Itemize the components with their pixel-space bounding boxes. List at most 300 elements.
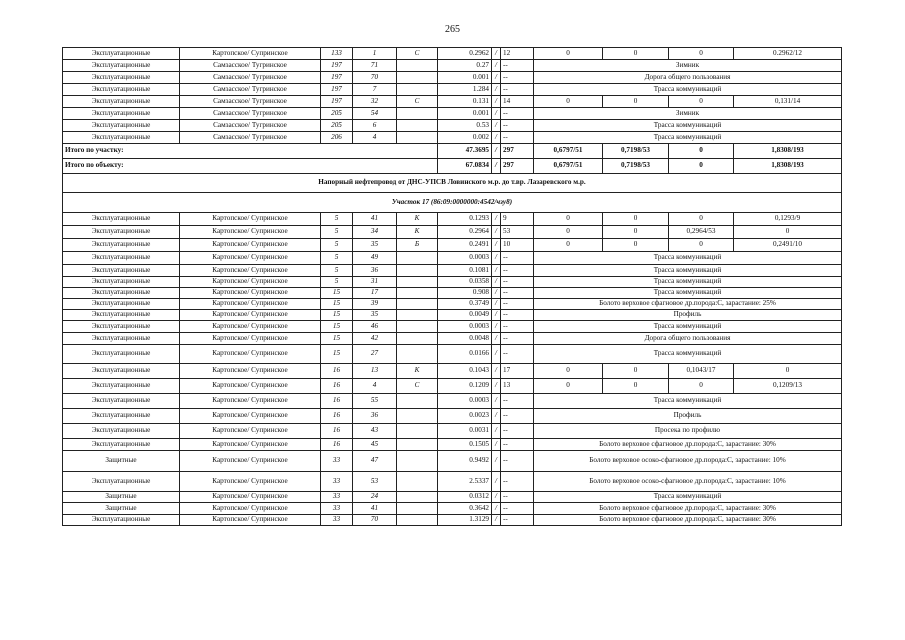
compartment-cell: 42 bbox=[353, 333, 397, 345]
area-cell: 0.2491 bbox=[438, 239, 492, 252]
volume-cell: 9 bbox=[501, 213, 534, 226]
value-cell-3: 0,2964/53 bbox=[669, 226, 734, 239]
value-cell-1: 0 bbox=[534, 364, 603, 379]
slash-cell: / bbox=[492, 333, 501, 345]
forestry-cell: Картопское/ Супринское bbox=[180, 503, 321, 515]
slash-cell: / bbox=[492, 451, 501, 472]
compartment-cell: 4 bbox=[353, 132, 397, 144]
slash-cell: / bbox=[492, 132, 501, 144]
area-cell: 0.0031 bbox=[438, 424, 492, 439]
compartment-cell: 41 bbox=[353, 503, 397, 515]
quarter-cell: 33 bbox=[321, 492, 353, 503]
table-row bbox=[63, 379, 842, 394]
quarter-cell: 33 bbox=[321, 451, 353, 472]
forestry-cell: Картопское/ Супринское bbox=[180, 439, 321, 451]
volume-cell: 14 bbox=[501, 96, 534, 108]
category-cell: Эксплуатационные bbox=[63, 515, 180, 526]
area-cell: 0.131 bbox=[438, 96, 492, 108]
table-row bbox=[63, 265, 842, 277]
forestry-cell: Картопское/ Супринское bbox=[180, 265, 321, 277]
value-cell-4: 0,2491/10 bbox=[734, 239, 842, 252]
category-cell: Эксплуатационные bbox=[63, 364, 180, 379]
compartment-cell: 27 bbox=[353, 345, 397, 364]
table-row bbox=[63, 213, 842, 226]
species-cell: Б bbox=[397, 239, 438, 252]
compartment-cell: 49 bbox=[353, 252, 397, 265]
category-cell: Эксплуатационные bbox=[63, 84, 180, 96]
forestry-cell: Самзасское/ Тугринское bbox=[180, 120, 321, 132]
table-row bbox=[63, 96, 842, 108]
table-row bbox=[63, 472, 842, 492]
land-note-cell: Трасса коммуникаций bbox=[534, 120, 842, 132]
quarter-cell: 5 bbox=[321, 213, 353, 226]
category-cell: Эксплуатационные bbox=[63, 226, 180, 239]
quarter-cell: 197 bbox=[321, 72, 353, 84]
area-cell: 0.0358 bbox=[438, 277, 492, 288]
area-cell: 0.27 bbox=[438, 60, 492, 72]
volume-cell: -- bbox=[501, 333, 534, 345]
area-cell: 1.3129 bbox=[438, 515, 492, 526]
compartment-cell: 45 bbox=[353, 439, 397, 451]
forestry-cell: Картопское/ Супринское bbox=[180, 333, 321, 345]
category-cell: Эксплуатационные bbox=[63, 252, 180, 265]
quarter-cell: 205 bbox=[321, 120, 353, 132]
forestry-cell: Самзасское/ Тугринское bbox=[180, 60, 321, 72]
compartment-cell: 43 bbox=[353, 424, 397, 439]
category-cell: Эксплуатационные bbox=[63, 394, 180, 409]
compartment-cell: 17 bbox=[353, 288, 397, 299]
table-row bbox=[63, 48, 842, 60]
species-cell bbox=[397, 394, 438, 409]
forestry-cell: Картопское/ Супринское bbox=[180, 321, 321, 333]
area-cell: 0.0003 bbox=[438, 321, 492, 333]
category-cell: Эксплуатационные bbox=[63, 96, 180, 108]
species-cell: С bbox=[397, 96, 438, 108]
area-cell: 0.2964 bbox=[438, 226, 492, 239]
slash-cell: / bbox=[492, 213, 501, 226]
table-row bbox=[63, 394, 842, 409]
area-cell: 0.2962 bbox=[438, 48, 492, 60]
quarter-cell: 197 bbox=[321, 84, 353, 96]
value-cell-2: 0 bbox=[603, 96, 669, 108]
table-row bbox=[63, 451, 842, 472]
compartment-cell: 47 bbox=[353, 451, 397, 472]
object-title: Напорный нефтепровод от ДНС-УПСВ Ловинского м.р. до т.вр. Лазаревского м.р. bbox=[63, 174, 842, 193]
volume-cell: 10 bbox=[501, 239, 534, 252]
species-cell bbox=[397, 345, 438, 364]
value-cell-1: 0 bbox=[534, 239, 603, 252]
category-cell: Эксплуатационные bbox=[63, 299, 180, 310]
land-note-cell: Трасса коммуникаций bbox=[534, 252, 842, 265]
forestry-cell: Картопское/ Супринское bbox=[180, 472, 321, 492]
forestry-cell: Картопское/ Супринское bbox=[180, 288, 321, 299]
species-cell bbox=[397, 132, 438, 144]
table-row bbox=[63, 108, 842, 120]
area-cell: 0.1505 bbox=[438, 439, 492, 451]
total-value-1: 0,6797/51 bbox=[534, 144, 603, 159]
value-cell-3: 0,1043/17 bbox=[669, 364, 734, 379]
compartment-cell: 4 bbox=[353, 379, 397, 394]
table-row bbox=[63, 132, 842, 144]
quarter-cell: 206 bbox=[321, 132, 353, 144]
volume-cell: -- bbox=[501, 84, 534, 96]
volume-cell: -- bbox=[501, 60, 534, 72]
value-cell-4: 0,1293/9 bbox=[734, 213, 842, 226]
value-cell-3: 0 bbox=[669, 48, 734, 60]
area-cell: 0.001 bbox=[438, 72, 492, 84]
land-note-cell: Трасса коммуникаций bbox=[534, 345, 842, 364]
slash-cell: / bbox=[492, 72, 501, 84]
category-cell: Эксплуатационные bbox=[63, 321, 180, 333]
slash-cell: / bbox=[492, 299, 501, 310]
slash-cell: / bbox=[492, 265, 501, 277]
quarter-cell: 33 bbox=[321, 472, 353, 492]
slash-cell: / bbox=[492, 503, 501, 515]
compartment-cell: 54 bbox=[353, 108, 397, 120]
slash-cell: / bbox=[492, 84, 501, 96]
species-cell: К bbox=[397, 226, 438, 239]
quarter-cell: 5 bbox=[321, 277, 353, 288]
land-note-cell: Трасса коммуникаций bbox=[534, 265, 842, 277]
category-cell: Эксплуатационные bbox=[63, 213, 180, 226]
forestry-cell: Картопское/ Супринское bbox=[180, 213, 321, 226]
quarter-cell: 5 bbox=[321, 252, 353, 265]
value-cell-4: 0 bbox=[734, 226, 842, 239]
species-cell bbox=[397, 409, 438, 424]
species-cell bbox=[397, 321, 438, 333]
value-cell-2: 0 bbox=[603, 48, 669, 60]
compartment-cell: 41 bbox=[353, 213, 397, 226]
value-cell-2: 0 bbox=[603, 379, 669, 394]
value-cell-2: 0 bbox=[603, 364, 669, 379]
value-cell-3: 0 bbox=[669, 379, 734, 394]
table-row bbox=[63, 424, 842, 439]
forestry-cell: Картопское/ Супринское bbox=[180, 492, 321, 503]
volume-cell: 53 bbox=[501, 226, 534, 239]
area-cell: 1.284 bbox=[438, 84, 492, 96]
table-row bbox=[63, 299, 842, 310]
slash-cell: / bbox=[492, 345, 501, 364]
land-note-cell: Профиль bbox=[534, 310, 842, 321]
species-cell bbox=[397, 277, 438, 288]
area-cell: 0.9492 bbox=[438, 451, 492, 472]
table-row bbox=[63, 321, 842, 333]
slash-cell: / bbox=[492, 394, 501, 409]
total-area: 47.3695 bbox=[438, 144, 492, 159]
species-cell bbox=[397, 515, 438, 526]
land-note-cell: Болото верховое осоко-сфагновое др.порода:С, зарастание: 10% bbox=[534, 472, 842, 492]
species-cell: С bbox=[397, 48, 438, 60]
slash-cell: / bbox=[492, 379, 501, 394]
forestry-cell: Картопское/ Супринское bbox=[180, 394, 321, 409]
land-note-cell: Трасса коммуникаций bbox=[534, 277, 842, 288]
land-note-cell: Зимник bbox=[534, 108, 842, 120]
volume-cell: 12 bbox=[501, 48, 534, 60]
quarter-cell: 5 bbox=[321, 226, 353, 239]
compartment-cell: 34 bbox=[353, 226, 397, 239]
species-cell: С bbox=[397, 379, 438, 394]
category-cell: Эксплуатационные bbox=[63, 265, 180, 277]
table-row bbox=[63, 515, 842, 526]
species-cell bbox=[397, 288, 438, 299]
category-cell: Эксплуатационные bbox=[63, 239, 180, 252]
volume-cell: -- bbox=[501, 108, 534, 120]
compartment-cell: 35 bbox=[353, 310, 397, 321]
volume-cell: -- bbox=[501, 424, 534, 439]
area-cell: 0.3749 bbox=[438, 299, 492, 310]
slash-cell: / bbox=[492, 409, 501, 424]
table-row bbox=[63, 409, 842, 424]
species-cell bbox=[397, 120, 438, 132]
slash-cell: / bbox=[492, 439, 501, 451]
land-note-cell: Дорога общего пользования bbox=[534, 333, 842, 345]
land-note-cell: Трасса коммуникаций bbox=[534, 394, 842, 409]
category-cell: Эксплуатационные bbox=[63, 379, 180, 394]
area-cell: 0.1043 bbox=[438, 364, 492, 379]
table-row bbox=[63, 239, 842, 252]
value-cell-1: 0 bbox=[534, 213, 603, 226]
table-row bbox=[63, 288, 842, 299]
area-cell: 0.0003 bbox=[438, 394, 492, 409]
volume-cell: -- bbox=[501, 265, 534, 277]
species-cell bbox=[397, 492, 438, 503]
forestry-cell: Картопское/ Супринское bbox=[180, 299, 321, 310]
object-title-row bbox=[63, 174, 842, 193]
forestry-cell: Картопское/ Супринское bbox=[180, 48, 321, 60]
total-label: Итого по участку: bbox=[63, 144, 438, 159]
category-cell: Эксплуатационные bbox=[63, 472, 180, 492]
species-cell bbox=[397, 424, 438, 439]
slash-cell: / bbox=[492, 424, 501, 439]
table-row bbox=[63, 439, 842, 451]
quarter-cell: 15 bbox=[321, 321, 353, 333]
area-cell: 0.908 bbox=[438, 288, 492, 299]
volume-cell: -- bbox=[501, 252, 534, 265]
land-note-cell: Болото верховое сфагновое др.порода:С, зарастание: 30% bbox=[534, 439, 842, 451]
quarter-cell: 5 bbox=[321, 239, 353, 252]
total-value-3: 0 bbox=[669, 159, 734, 174]
forestry-cell: Самзасское/ Тугринское bbox=[180, 72, 321, 84]
category-cell: Эксплуатационные bbox=[63, 288, 180, 299]
quarter-cell: 5 bbox=[321, 265, 353, 277]
quarter-cell: 197 bbox=[321, 60, 353, 72]
volume-cell: -- bbox=[501, 132, 534, 144]
slash-cell: / bbox=[492, 310, 501, 321]
area-cell: 0.3642 bbox=[438, 503, 492, 515]
species-cell bbox=[397, 265, 438, 277]
category-cell: Эксплуатационные bbox=[63, 439, 180, 451]
category-cell: Эксплуатационные bbox=[63, 409, 180, 424]
quarter-cell: 16 bbox=[321, 394, 353, 409]
species-cell bbox=[397, 310, 438, 321]
compartment-cell: 36 bbox=[353, 409, 397, 424]
slash-cell: / bbox=[492, 364, 501, 379]
slash-cell: / bbox=[492, 321, 501, 333]
compartment-cell: 53 bbox=[353, 472, 397, 492]
value-cell-2: 0 bbox=[603, 213, 669, 226]
volume-cell: -- bbox=[501, 515, 534, 526]
page-number: 265 bbox=[445, 24, 460, 35]
table-row bbox=[63, 310, 842, 321]
land-note-cell: Трасса коммуникаций bbox=[534, 321, 842, 333]
species-cell bbox=[397, 451, 438, 472]
table-row bbox=[63, 72, 842, 84]
compartment-cell: 39 bbox=[353, 299, 397, 310]
compartment-cell: 36 bbox=[353, 265, 397, 277]
category-cell: Эксплуатационные bbox=[63, 310, 180, 321]
category-cell: Эксплуатационные bbox=[63, 72, 180, 84]
area-cell: 0.001 bbox=[438, 108, 492, 120]
compartment-cell: 13 bbox=[353, 364, 397, 379]
slash-cell: / bbox=[492, 159, 501, 174]
volume-cell: 13 bbox=[501, 379, 534, 394]
quarter-cell: 15 bbox=[321, 288, 353, 299]
volume-cell: -- bbox=[501, 345, 534, 364]
species-cell bbox=[397, 60, 438, 72]
table-row bbox=[63, 120, 842, 132]
value-cell-1: 0 bbox=[534, 379, 603, 394]
total-value-2: 0,7198/53 bbox=[603, 144, 669, 159]
table-row bbox=[63, 364, 842, 379]
species-cell bbox=[397, 439, 438, 451]
quarter-cell: 197 bbox=[321, 96, 353, 108]
category-cell: Эксплуатационные bbox=[63, 345, 180, 364]
category-cell: Защитные bbox=[63, 492, 180, 503]
slash-cell: / bbox=[492, 239, 501, 252]
quarter-cell: 16 bbox=[321, 424, 353, 439]
quarter-cell: 16 bbox=[321, 409, 353, 424]
slash-cell: / bbox=[492, 96, 501, 108]
table-row bbox=[63, 503, 842, 515]
volume-cell: -- bbox=[501, 409, 534, 424]
quarter-cell: 16 bbox=[321, 364, 353, 379]
forestry-cell: Картопское/ Супринское bbox=[180, 252, 321, 265]
category-cell: Эксплуатационные bbox=[63, 60, 180, 72]
volume-cell: -- bbox=[501, 503, 534, 515]
compartment-cell: 31 bbox=[353, 277, 397, 288]
table-row bbox=[63, 84, 842, 96]
volume-cell: -- bbox=[501, 299, 534, 310]
slash-cell: / bbox=[492, 144, 501, 159]
category-cell: Эксплуатационные bbox=[63, 132, 180, 144]
species-cell bbox=[397, 299, 438, 310]
species-cell bbox=[397, 503, 438, 515]
land-note-cell: Трасса коммуникаций bbox=[534, 84, 842, 96]
volume-cell: -- bbox=[501, 277, 534, 288]
slash-cell: / bbox=[492, 48, 501, 60]
land-note-cell: Просека по профилю bbox=[534, 424, 842, 439]
land-note-cell: Болото верховое сфагновое др.порода:С, зарастание: 25% bbox=[534, 299, 842, 310]
area-cell: 0.0049 bbox=[438, 310, 492, 321]
compartment-cell: 70 bbox=[353, 72, 397, 84]
compartment-cell: 71 bbox=[353, 60, 397, 72]
slash-cell: / bbox=[492, 252, 501, 265]
species-cell bbox=[397, 472, 438, 492]
forestry-cell: Картопское/ Супринское bbox=[180, 310, 321, 321]
plot-title: Участок 17 (86:09:0000000:4542/чзу8) bbox=[63, 193, 842, 213]
table-row bbox=[63, 345, 842, 364]
volume-cell: -- bbox=[501, 288, 534, 299]
area-cell: 0.53 bbox=[438, 120, 492, 132]
quarter-cell: 16 bbox=[321, 379, 353, 394]
category-cell: Эксплуатационные bbox=[63, 120, 180, 132]
category-cell: Эксплуатационные bbox=[63, 424, 180, 439]
species-cell bbox=[397, 252, 438, 265]
forestry-cell: Картопское/ Супринское bbox=[180, 345, 321, 364]
value-cell-4: 0,131/14 bbox=[734, 96, 842, 108]
area-cell: 0.1293 bbox=[438, 213, 492, 226]
area-cell: 0.1209 bbox=[438, 379, 492, 394]
slash-cell: / bbox=[492, 472, 501, 492]
compartment-cell: 70 bbox=[353, 515, 397, 526]
quarter-cell: 205 bbox=[321, 108, 353, 120]
forestry-cell: Картопское/ Супринское bbox=[180, 424, 321, 439]
species-cell bbox=[397, 333, 438, 345]
total-value-4: 1,8308/193 bbox=[734, 159, 842, 174]
slash-cell: / bbox=[492, 226, 501, 239]
area-cell: 2.5337 bbox=[438, 472, 492, 492]
quarter-cell: 15 bbox=[321, 333, 353, 345]
total-label: Итого по объекту: bbox=[63, 159, 438, 174]
value-cell-3: 0 bbox=[669, 239, 734, 252]
total-volume: 297 bbox=[501, 159, 534, 174]
volume-cell: -- bbox=[501, 321, 534, 333]
value-cell-1: 0 bbox=[534, 48, 603, 60]
compartment-cell: 24 bbox=[353, 492, 397, 503]
species-cell: К bbox=[397, 213, 438, 226]
table-row bbox=[63, 226, 842, 239]
slash-cell: / bbox=[492, 108, 501, 120]
quarter-cell: 15 bbox=[321, 299, 353, 310]
volume-cell: -- bbox=[501, 394, 534, 409]
forestry-cell: Картопское/ Супринское bbox=[180, 364, 321, 379]
compartment-cell: 32 bbox=[353, 96, 397, 108]
land-note-cell: Болото верховое сфагновое др.порода:С, зарастание: 30% bbox=[534, 503, 842, 515]
area-cell: 0.0166 bbox=[438, 345, 492, 364]
total-row bbox=[63, 159, 842, 174]
quarter-cell: 33 bbox=[321, 503, 353, 515]
land-note-cell: Трасса коммуникаций bbox=[534, 288, 842, 299]
table-row bbox=[63, 252, 842, 265]
slash-cell: / bbox=[492, 492, 501, 503]
quarter-cell: 133 bbox=[321, 48, 353, 60]
land-note-cell: Болото верховое осоко-сфагновое др.порода:С, зарастание: 10% bbox=[534, 451, 842, 472]
table-row bbox=[63, 60, 842, 72]
area-cell: 0.002 bbox=[438, 132, 492, 144]
table-row bbox=[63, 277, 842, 288]
volume-cell: -- bbox=[501, 492, 534, 503]
land-note-cell: Трасса коммуникаций bbox=[534, 132, 842, 144]
quarter-cell: 16 bbox=[321, 439, 353, 451]
volume-cell: -- bbox=[501, 72, 534, 84]
value-cell-4: 0 bbox=[734, 364, 842, 379]
total-value-4: 1,8308/193 bbox=[734, 144, 842, 159]
compartment-cell: 7 bbox=[353, 84, 397, 96]
forestry-cell: Картопское/ Супринское bbox=[180, 239, 321, 252]
slash-cell: / bbox=[492, 288, 501, 299]
total-value-2: 0,7198/53 bbox=[603, 159, 669, 174]
species-cell bbox=[397, 108, 438, 120]
compartment-cell: 6 bbox=[353, 120, 397, 132]
value-cell-1: 0 bbox=[534, 96, 603, 108]
value-cell-1: 0 bbox=[534, 226, 603, 239]
species-cell bbox=[397, 84, 438, 96]
forestry-cell: Картопское/ Супринское bbox=[180, 409, 321, 424]
forestry-cell: Картопское/ Супринское bbox=[180, 451, 321, 472]
compartment-cell: 46 bbox=[353, 321, 397, 333]
table-row bbox=[63, 333, 842, 345]
land-note-cell: Зимник bbox=[534, 60, 842, 72]
